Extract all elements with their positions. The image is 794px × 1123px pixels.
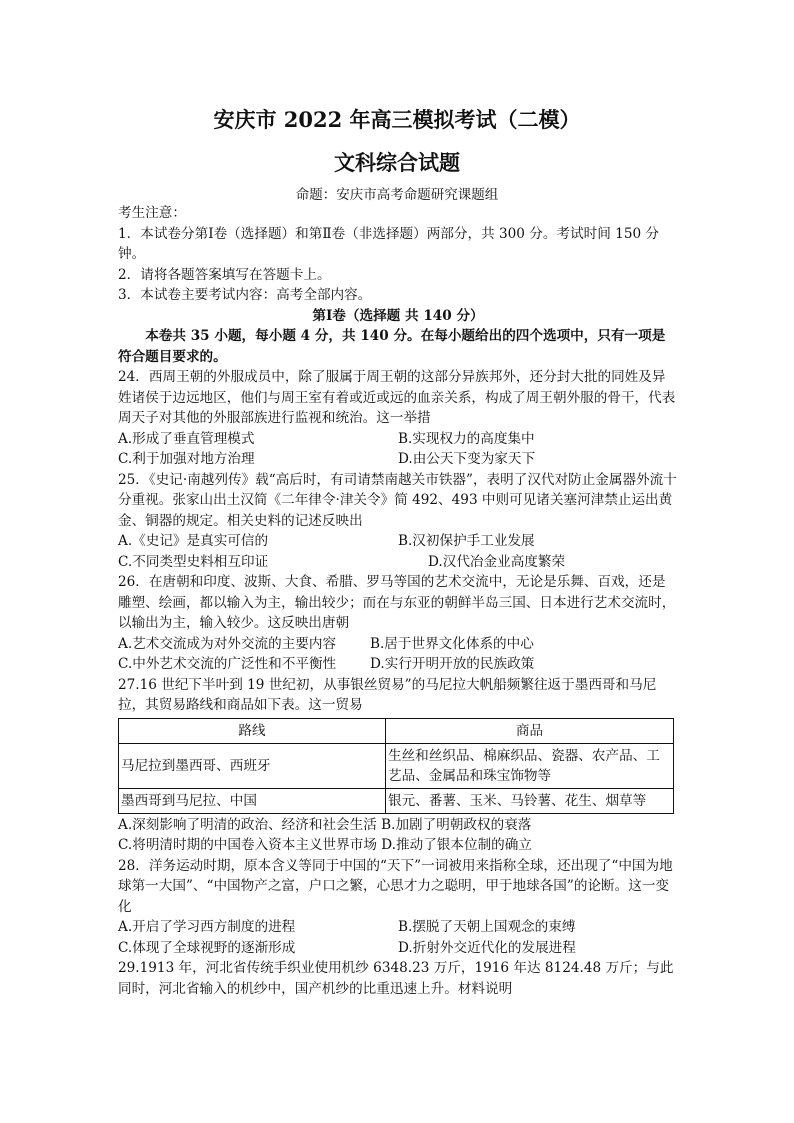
option-b: B.居于世界文化体系的中心 (370, 635, 534, 652)
option-a: A.深刻影响了明清的政治、经济和社会生活 (118, 816, 377, 833)
table-cell: 马尼拉到墨西哥、西班牙 (119, 743, 386, 788)
table-cell: 墨西哥到马尼拉、中国 (119, 788, 386, 813)
option-c: C.中外艺术交流的广泛性和不平衡性 (118, 656, 337, 672)
table-row (119, 743, 674, 788)
question-stem-25: 25．《史记·南越列传》载“高后时，有司请禁南越关市铁器”，表明了汉代对防止金属器外流十分重视。张家山出土汉简《二年律令·津关令》简 492、493 中则可见诸关塞河津禁止运出黄金、铜器的规定。相关史料的记述反映出 (118, 471, 677, 529)
exam-author: 命题：安庆市高考命题研究课题组 (295, 187, 499, 203)
option-d: D.汉代冶金业高度繁荣 (428, 553, 566, 570)
question-options-24 (118, 429, 678, 470)
option-d: D.推动了银本位制的确立 (381, 837, 532, 853)
notice-item: 1．本试卷分第Ⅰ卷（选择题）和第Ⅱ卷（非选择题）两部分，共 300 分。考试时间 150 分钟。 (118, 225, 660, 262)
option-c: C.将明清时期的中国卷入资本主义世界市场 (118, 837, 377, 853)
question-stem-26: 26．在唐朝和印度、波斯、大食、希腊、罗马等国的艺术交流中，无论是乐舞、百戏，还是雕塑、绘画，都以输入为主，输出较少；而在与东亚的朝鲜半岛三国、日本进行艺术交流时，以输出为主，输入较少。这反映出唐朝 (118, 574, 676, 631)
section-title: 第Ⅰ卷（选择题 共 140 分） (312, 307, 484, 324)
option-c: C.利于加强对地方治理 (118, 451, 255, 467)
option-c: C.不同类型史料相互印证 (118, 553, 269, 570)
table-cell: 银元、番薯、玉米、马铃薯、花生、烟草等 (386, 788, 674, 813)
question-options-26 (118, 634, 678, 675)
table-header-row (119, 718, 674, 743)
option-b: B.实现权力的高度集中 (398, 430, 535, 447)
question-options-27 (118, 815, 678, 856)
notice-item: 3．本试卷主要考试内容：高考全部内容。 (118, 287, 372, 303)
option-a: A.艺术交流成为对外交流的主要内容 (118, 635, 337, 652)
option-a: A.开启了学习西方制度的进程 (118, 919, 296, 935)
notice-heading: 考生注意： (118, 205, 186, 221)
option-b: B.摆脱了天朝上国观念的束缚 (398, 919, 576, 935)
question-options-28 (118, 917, 678, 958)
option-c: C.体现了全球视野的逐渐形成 (118, 939, 296, 956)
option-b: B.加剧了明朝政权的衰落 (381, 816, 532, 833)
question-stem-27: 27.16 世纪下半叶到 19 世纪初，从事银丝贸易”的马尼拉大帆船频繁往返于墨西哥和马尼拉，其贸易路线和商品如下表。这一贸易 (118, 676, 657, 713)
exam-title: 安庆市 2022 年高三模拟考试（二模） (213, 107, 581, 132)
option-b: B.汉初保护手工业发展 (398, 533, 535, 549)
question-stem-24: 24．西周王朝的外服成员中，除了服属于周王朝的这部分异族邦外，还分封大批的同姓及异姓诸侯于边远地区，他们与周王室有着或近或远的血亲关系，构成了周王朝外服的骨干，代表周天子对其他的外服部族进行监视和统治。这一举措 (118, 369, 676, 426)
option-d: D.由公天下变为家天下 (398, 451, 536, 467)
option-a: A.《史记》是真实可信的 (118, 533, 269, 549)
exam-subtitle: 文科综合试题 (334, 150, 460, 175)
question-options-25 (118, 531, 678, 572)
table-header-cell: 路线 (119, 718, 386, 743)
table-row (119, 788, 674, 813)
question-stem-29: 29.1913 年，河北省传统手织业使用机纱 6348.23 万斤，1916 年达 8124.48 万斤；与此同时，河北省输入的机纱中，国产机纱的比重迅速上升。材料说明 (118, 960, 674, 997)
section-instruction: 本卷共 35 小题，每小题 4 分，共 140 分。在每小题给出的四个选项中，只有一项是符合题目要求的。 (118, 328, 666, 365)
notice-item: 2．请将各题答案填写在答题卡上。 (118, 266, 331, 283)
option-d: D.实行开明开放的民族政策 (370, 656, 535, 672)
option-a: A.形成了垂直管理模式 (118, 430, 255, 447)
table-header-cell: 商品 (386, 718, 674, 743)
option-d: D.折射外交近代化的发展进程 (398, 939, 576, 956)
question-stem-28: 28．洋务运动时期，原本含义等同于中国的“天下”一词被用来指称全球，还出现了“中国为地球第一大国”、“中国物产之富，户口之繁，心思才力之聪明，甲于地球各国”的论断。这一变化 (118, 857, 673, 915)
exam-body (118, 203, 678, 999)
trade-table (118, 718, 674, 814)
table-cell: 生丝和丝织品、棉麻织品、瓷器、农产品、工艺品、金属品和珠宝饰物等 (386, 743, 674, 788)
